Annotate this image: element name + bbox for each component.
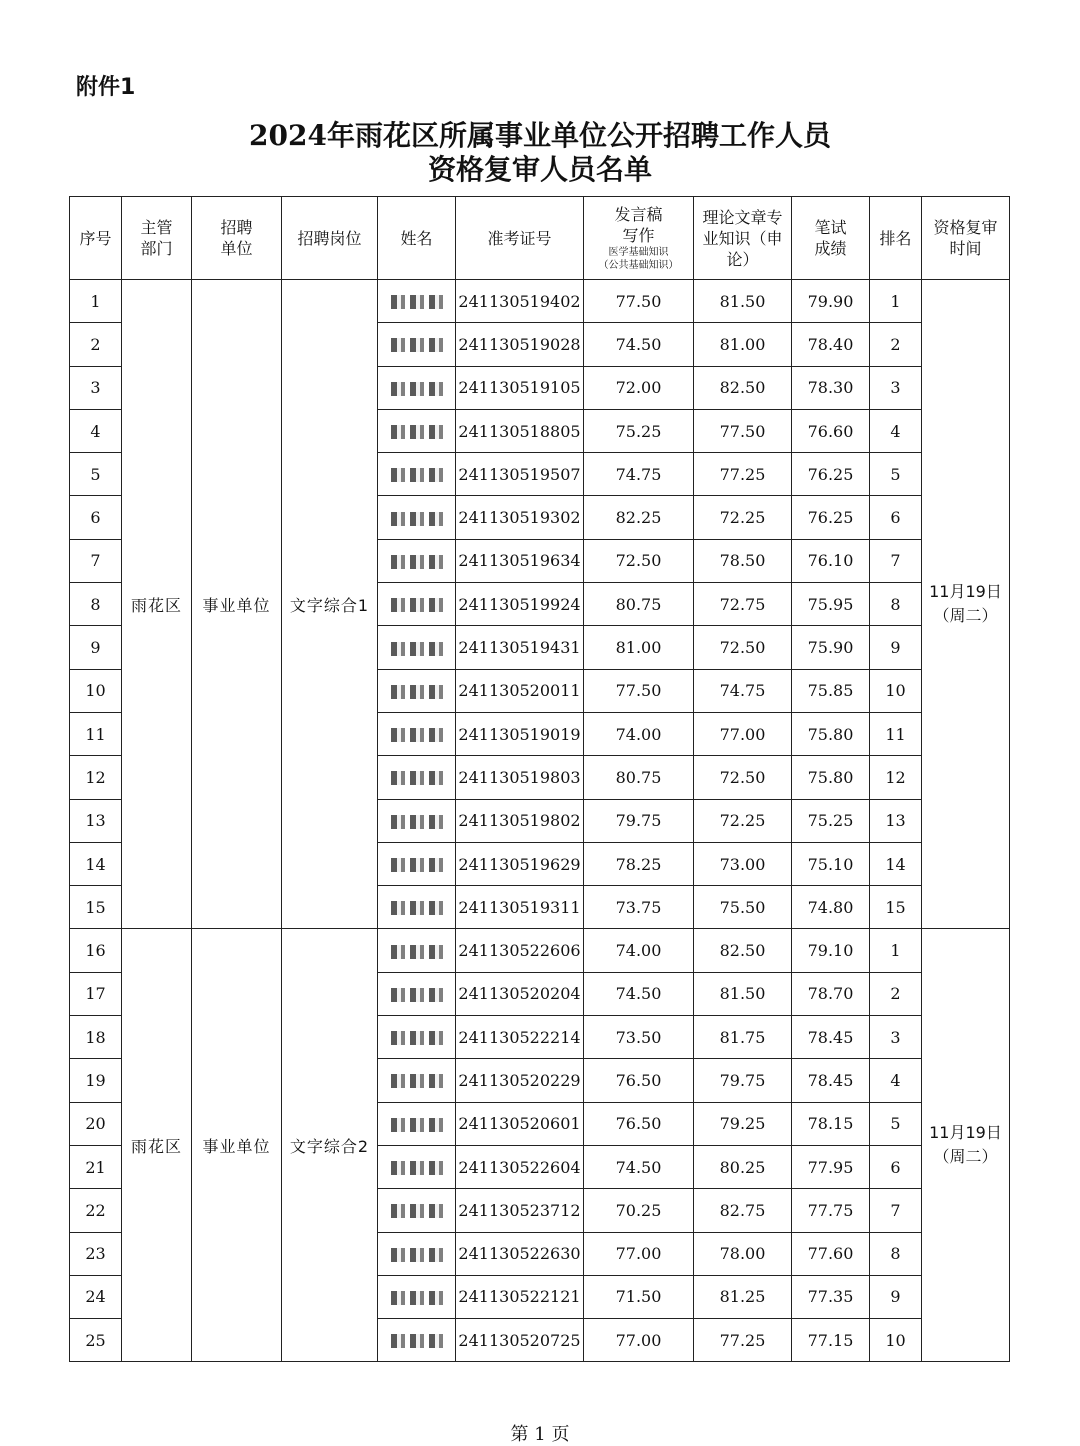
page-number: 第 1 页: [510, 1424, 570, 1445]
unit-cell: 事业单位: [192, 929, 282, 1362]
redacted-name: [391, 642, 443, 656]
rank-cell: 4: [870, 409, 922, 452]
subject1-score-cell: 80.75: [584, 756, 694, 799]
seq-cell: 12: [70, 756, 122, 799]
candidate-table: [69, 196, 1010, 1362]
redacted-name: [391, 555, 443, 569]
header-dept: 主管部门: [122, 197, 192, 280]
subject1-score-cell: 80.75: [584, 583, 694, 626]
written-score-cell: 75.85: [792, 669, 870, 712]
subject1-score-cell: 74.75: [584, 453, 694, 496]
subject2-score-cell: 77.25: [694, 453, 792, 496]
name-cell: [378, 626, 456, 669]
written-score-cell: 75.25: [792, 799, 870, 842]
ticket-cell: 241130520725: [456, 1319, 584, 1362]
dept-cell: 雨花区: [122, 929, 192, 1362]
ticket-cell: 241130519028: [456, 323, 584, 366]
written-score-cell: 77.35: [792, 1275, 870, 1318]
ticket-cell: 241130519019: [456, 712, 584, 755]
redacted-name: [391, 771, 443, 785]
name-cell: [378, 323, 456, 366]
subject1-score-cell: 70.25: [584, 1189, 694, 1232]
seq-cell: 6: [70, 496, 122, 539]
written-score-cell: 78.40: [792, 323, 870, 366]
seq-cell: 7: [70, 539, 122, 582]
rank-cell: 2: [870, 323, 922, 366]
rank-cell: 10: [870, 669, 922, 712]
ticket-cell: 241130518805: [456, 409, 584, 452]
rank-cell: 4: [870, 1059, 922, 1102]
name-cell: [378, 583, 456, 626]
written-score-cell: 77.95: [792, 1145, 870, 1188]
subject2-score-cell: 72.50: [694, 626, 792, 669]
redacted-name: [391, 685, 443, 699]
ticket-cell: 241130519803: [456, 756, 584, 799]
subject2-score-cell: 72.25: [694, 799, 792, 842]
page-title-line1: 2024年雨花区所属事业单位公开招聘工作人员: [249, 119, 831, 152]
subject1-score-cell: 76.50: [584, 1102, 694, 1145]
rank-cell: 14: [870, 842, 922, 885]
name-cell: [378, 1319, 456, 1362]
redacted-name: [391, 815, 443, 829]
name-cell: [378, 280, 456, 323]
rank-cell: 5: [870, 1102, 922, 1145]
subject1-score-cell: 72.00: [584, 366, 694, 409]
rank-cell: 8: [870, 1232, 922, 1275]
rank-cell: 8: [870, 583, 922, 626]
rank-cell: 1: [870, 929, 922, 972]
rank-cell: 2: [870, 972, 922, 1015]
ticket-cell: 241130522121: [456, 1275, 584, 1318]
name-cell: [378, 1059, 456, 1102]
subject2-score-cell: 81.75: [694, 1016, 792, 1059]
header-subject1: 发言稿写作 医学基础知识 （公共基础知识）: [584, 197, 694, 280]
rank-cell: 9: [870, 626, 922, 669]
subject1-score-cell: 77.50: [584, 669, 694, 712]
seq-cell: 9: [70, 626, 122, 669]
redacted-name: [391, 1161, 443, 1175]
written-score-cell: 78.45: [792, 1016, 870, 1059]
page-title-line2: 资格复审人员名单: [427, 153, 652, 186]
written-score-cell: 77.75: [792, 1189, 870, 1232]
subject2-score-cell: 81.50: [694, 972, 792, 1015]
redacted-name: [391, 425, 443, 439]
subject2-score-cell: 80.25: [694, 1145, 792, 1188]
subject2-score-cell: 77.50: [694, 409, 792, 452]
redacted-name: [391, 858, 443, 872]
ticket-cell: 241130522604: [456, 1145, 584, 1188]
seq-cell: 15: [70, 886, 122, 929]
header-post: 招聘岗位: [282, 197, 378, 280]
subject2-score-cell: 81.25: [694, 1275, 792, 1318]
subject2-score-cell: 77.25: [694, 1319, 792, 1362]
seq-cell: 8: [70, 583, 122, 626]
header-name: 姓名: [378, 197, 456, 280]
redacted-name: [391, 338, 443, 352]
post-cell: 文字综合2: [282, 929, 378, 1362]
name-cell: [378, 539, 456, 582]
header-ticket: 准考证号: [456, 197, 584, 280]
seq-cell: 14: [70, 842, 122, 885]
subject2-score-cell: 78.00: [694, 1232, 792, 1275]
name-cell: [378, 669, 456, 712]
name-cell: [378, 712, 456, 755]
subject2-score-cell: 81.00: [694, 323, 792, 366]
seq-cell: 22: [70, 1189, 122, 1232]
seq-cell: 11: [70, 712, 122, 755]
seq-cell: 23: [70, 1232, 122, 1275]
subject2-score-cell: 73.00: [694, 842, 792, 885]
subject1-score-cell: 74.50: [584, 1145, 694, 1188]
ticket-cell: 241130522214: [456, 1016, 584, 1059]
name-cell: [378, 972, 456, 1015]
redacted-name: [391, 1334, 443, 1348]
rank-cell: 6: [870, 1145, 922, 1188]
rank-cell: 7: [870, 539, 922, 582]
name-cell: [378, 1275, 456, 1318]
seq-cell: 4: [70, 409, 122, 452]
header-subject2: 理论文章专业知识（申论）: [694, 197, 792, 280]
review-weekday: （周二）: [933, 606, 998, 626]
written-score-cell: 75.10: [792, 842, 870, 885]
ticket-cell: 241130519924: [456, 583, 584, 626]
review-date: 11月19日: [929, 1123, 1002, 1143]
subject1-score-cell: 78.25: [584, 842, 694, 885]
rank-cell: 3: [870, 1016, 922, 1059]
ticket-cell: 241130519105: [456, 366, 584, 409]
rank-cell: 9: [870, 1275, 922, 1318]
name-cell: [378, 1232, 456, 1275]
unit-cell: 事业单位: [192, 280, 282, 929]
redacted-name: [391, 382, 443, 396]
seq-cell: 1: [70, 280, 122, 323]
seq-cell: 18: [70, 1016, 122, 1059]
subject1-score-cell: 82.25: [584, 496, 694, 539]
ticket-cell: 241130519302: [456, 496, 584, 539]
subject2-score-cell: 77.00: [694, 712, 792, 755]
subject1-score-cell: 75.25: [584, 409, 694, 452]
review-weekday: （周二）: [933, 1147, 998, 1167]
written-score-cell: 76.25: [792, 453, 870, 496]
rank-cell: 11: [870, 712, 922, 755]
subject1-score-cell: 81.00: [584, 626, 694, 669]
ticket-cell: 241130520011: [456, 669, 584, 712]
written-score-cell: 75.80: [792, 712, 870, 755]
subject1-score-cell: 72.50: [584, 539, 694, 582]
subject2-score-cell: 79.75: [694, 1059, 792, 1102]
written-score-cell: 78.30: [792, 366, 870, 409]
subject2-score-cell: 78.50: [694, 539, 792, 582]
subject1-score-cell: 74.50: [584, 323, 694, 366]
subject1-score-cell: 77.50: [584, 280, 694, 323]
rank-cell: 1: [870, 280, 922, 323]
written-score-cell: 77.15: [792, 1319, 870, 1362]
redacted-name: [391, 1118, 443, 1132]
name-cell: [378, 453, 456, 496]
written-score-cell: 76.10: [792, 539, 870, 582]
seq-cell: 10: [70, 669, 122, 712]
rank-cell: 6: [870, 496, 922, 539]
subject2-score-cell: 81.50: [694, 280, 792, 323]
table-row: [70, 280, 1010, 323]
seq-cell: 17: [70, 972, 122, 1015]
seq-cell: 16: [70, 929, 122, 972]
redacted-name: [391, 512, 443, 526]
header-seq: 序号: [70, 197, 122, 280]
written-score-cell: 78.70: [792, 972, 870, 1015]
ticket-cell: 241130523712: [456, 1189, 584, 1232]
subject1-score-cell: 73.50: [584, 1016, 694, 1059]
seq-cell: 19: [70, 1059, 122, 1102]
table-row: [70, 929, 1010, 972]
written-score-cell: 76.60: [792, 409, 870, 452]
seq-cell: 20: [70, 1102, 122, 1145]
redacted-name: [391, 728, 443, 742]
ticket-cell: 241130522606: [456, 929, 584, 972]
rank-cell: 5: [870, 453, 922, 496]
ticket-cell: 241130522630: [456, 1232, 584, 1275]
subject1-score-cell: 71.50: [584, 1275, 694, 1318]
redacted-name: [391, 1248, 443, 1262]
seq-cell: 13: [70, 799, 122, 842]
name-cell: [378, 799, 456, 842]
subject2-score-cell: 82.50: [694, 366, 792, 409]
subject2-score-cell: 82.75: [694, 1189, 792, 1232]
seq-cell: 5: [70, 453, 122, 496]
redacted-name: [391, 988, 443, 1002]
header-score: 笔试成绩: [792, 197, 870, 280]
name-cell: [378, 756, 456, 799]
name-cell: [378, 929, 456, 972]
redacted-name: [391, 468, 443, 482]
seq-cell: 3: [70, 366, 122, 409]
name-cell: [378, 886, 456, 929]
written-score-cell: 75.95: [792, 583, 870, 626]
review-date: 11月19日: [929, 582, 1002, 602]
rank-cell: 10: [870, 1319, 922, 1362]
name-cell: [378, 842, 456, 885]
rank-cell: 12: [870, 756, 922, 799]
name-cell: [378, 409, 456, 452]
subject2-score-cell: 72.25: [694, 496, 792, 539]
table-header-row: [70, 197, 1010, 280]
subject2-score-cell: 74.75: [694, 669, 792, 712]
redacted-name: [391, 945, 443, 959]
redacted-name: [391, 1204, 443, 1218]
review-time-cell: [922, 280, 1010, 929]
subject1-score-cell: 76.50: [584, 1059, 694, 1102]
ticket-cell: 241130520204: [456, 972, 584, 1015]
written-score-cell: 75.80: [792, 756, 870, 799]
table-body: [70, 280, 1010, 1362]
name-cell: [378, 1016, 456, 1059]
rank-cell: 15: [870, 886, 922, 929]
subject2-score-cell: 82.50: [694, 929, 792, 972]
seq-cell: 2: [70, 323, 122, 366]
subject2-score-cell: 72.75: [694, 583, 792, 626]
ticket-cell: 241130519507: [456, 453, 584, 496]
dept-cell: 雨花区: [122, 280, 192, 929]
subject1-score-cell: 74.00: [584, 929, 694, 972]
header-rank: 排名: [870, 197, 922, 280]
rank-cell: 3: [870, 366, 922, 409]
written-score-cell: 76.25: [792, 496, 870, 539]
ticket-cell: 241130519634: [456, 539, 584, 582]
subject1-score-cell: 77.00: [584, 1232, 694, 1275]
written-score-cell: 78.45: [792, 1059, 870, 1102]
redacted-name: [391, 1031, 443, 1045]
name-cell: [378, 496, 456, 539]
ticket-cell: 241130520601: [456, 1102, 584, 1145]
redacted-name: [391, 598, 443, 612]
subject2-score-cell: 72.50: [694, 756, 792, 799]
redacted-name: [391, 1291, 443, 1305]
ticket-cell: 241130520229: [456, 1059, 584, 1102]
redacted-name: [391, 901, 443, 915]
written-score-cell: 79.90: [792, 280, 870, 323]
ticket-cell: 241130519402: [456, 280, 584, 323]
ticket-cell: 241130519431: [456, 626, 584, 669]
rank-cell: 13: [870, 799, 922, 842]
written-score-cell: 78.15: [792, 1102, 870, 1145]
rank-cell: 7: [870, 1189, 922, 1232]
header-time: 资格复审时间: [922, 197, 1010, 280]
name-cell: [378, 366, 456, 409]
ticket-cell: 241130519802: [456, 799, 584, 842]
seq-cell: 24: [70, 1275, 122, 1318]
attachment-label: 附件1: [76, 75, 136, 100]
seq-cell: 25: [70, 1319, 122, 1362]
post-cell: 文字综合1: [282, 280, 378, 929]
name-cell: [378, 1102, 456, 1145]
header-unit: 招聘单位: [192, 197, 282, 280]
redacted-name: [391, 1074, 443, 1088]
subject2-score-cell: 75.50: [694, 886, 792, 929]
written-score-cell: 79.10: [792, 929, 870, 972]
seq-cell: 21: [70, 1145, 122, 1188]
written-score-cell: 77.60: [792, 1232, 870, 1275]
ticket-cell: 241130519629: [456, 842, 584, 885]
written-score-cell: 75.90: [792, 626, 870, 669]
subject1-score-cell: 79.75: [584, 799, 694, 842]
ticket-cell: 241130519311: [456, 886, 584, 929]
subject1-score-cell: 74.00: [584, 712, 694, 755]
subject1-score-cell: 77.00: [584, 1319, 694, 1362]
subject1-score-cell: 74.50: [584, 972, 694, 1015]
written-score-cell: 74.80: [792, 886, 870, 929]
name-cell: [378, 1145, 456, 1188]
subject2-score-cell: 79.25: [694, 1102, 792, 1145]
review-time-cell: [922, 929, 1010, 1362]
redacted-name: [391, 295, 443, 309]
subject1-score-cell: 73.75: [584, 886, 694, 929]
name-cell: [378, 1189, 456, 1232]
